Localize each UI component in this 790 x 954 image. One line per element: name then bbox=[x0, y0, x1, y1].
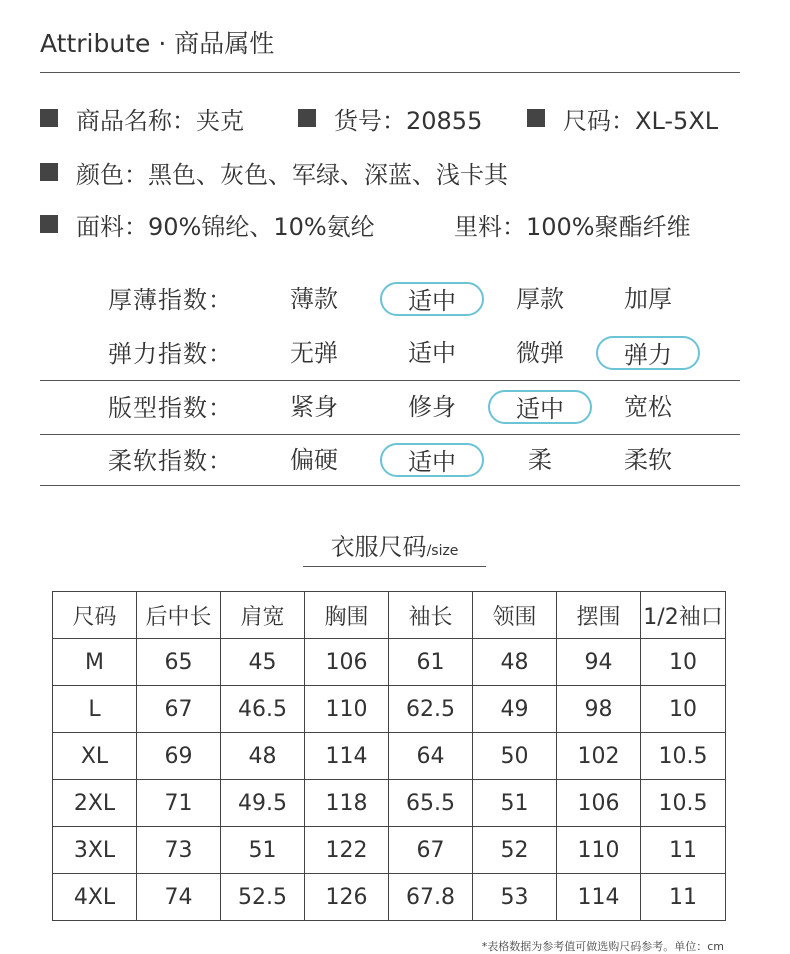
square-bullet-icon bbox=[40, 163, 58, 181]
table-cell: 110 bbox=[557, 827, 641, 874]
footnote: *表格数据为参考值可做选购尺码参考。单位：cm bbox=[481, 940, 724, 953]
square-bullet-icon bbox=[527, 109, 545, 127]
table-cell: 46.5 bbox=[221, 686, 305, 733]
index-option: 修身 bbox=[408, 393, 456, 421]
section-header bbox=[40, 24, 740, 73]
index-option-selected: 适中 bbox=[380, 443, 484, 477]
index-option: 无弹 bbox=[290, 339, 338, 367]
table-cell: 106 bbox=[305, 639, 389, 686]
table-cell: 51 bbox=[473, 780, 557, 827]
index-option: 微弹 bbox=[516, 339, 564, 367]
table-cell: 73 bbox=[137, 827, 221, 874]
table-cell: 74 bbox=[137, 874, 221, 921]
table-cell: 10.5 bbox=[641, 780, 726, 827]
table-cell: 61 bbox=[389, 639, 473, 686]
table-cell: 48 bbox=[221, 733, 305, 780]
index-label: 柔软指数： bbox=[108, 447, 233, 475]
table-cell: 50 bbox=[473, 733, 557, 780]
table-cell: 67 bbox=[137, 686, 221, 733]
header-cell: 后中长 bbox=[137, 592, 221, 639]
table-cell: 51 bbox=[221, 827, 305, 874]
table-row bbox=[53, 686, 726, 733]
table-cell: M bbox=[53, 639, 137, 686]
attribute-row-3 bbox=[40, 206, 691, 242]
attribute-row-1 bbox=[40, 100, 718, 136]
table-cell: 11 bbox=[641, 827, 726, 874]
index-option: 厚款 bbox=[516, 285, 564, 313]
square-bullet-icon bbox=[298, 109, 316, 127]
index-option: 柔软 bbox=[624, 446, 672, 474]
index-option-selected: 弹力 bbox=[596, 336, 700, 370]
table-cell: 3XL bbox=[53, 827, 137, 874]
table-cell: 52 bbox=[473, 827, 557, 874]
index-option: 偏硬 bbox=[290, 446, 338, 474]
header-cell: 摆围 bbox=[557, 592, 641, 639]
table-cell: L bbox=[53, 686, 137, 733]
attr-colors: 颜色：黑色、灰色、军绿、深蓝、浅卡其 bbox=[40, 155, 508, 190]
header-cell: 领围 bbox=[473, 592, 557, 639]
table-cell: XL bbox=[53, 733, 137, 780]
index-option-selected: 适中 bbox=[488, 390, 592, 424]
index-label: 弹力指数： bbox=[108, 340, 233, 368]
header-cell: 1/2袖口 bbox=[641, 592, 726, 639]
index-label: 版型指数： bbox=[108, 394, 233, 422]
table-cell: 67 bbox=[389, 827, 473, 874]
table-cell: 65 bbox=[137, 639, 221, 686]
table-cell: 49.5 bbox=[221, 780, 305, 827]
index-option: 柔 bbox=[528, 446, 552, 474]
size-chart-title: 衣服尺码/size bbox=[303, 528, 486, 567]
table-row bbox=[53, 733, 726, 780]
index-row-elasticity bbox=[40, 331, 740, 377]
square-bullet-icon bbox=[40, 109, 58, 127]
index-option: 宽松 bbox=[624, 393, 672, 421]
table-cell: 69 bbox=[137, 733, 221, 780]
index-option: 紧身 bbox=[290, 393, 338, 421]
header-cell: 尺码 bbox=[53, 592, 137, 639]
table-cell: 45 bbox=[221, 639, 305, 686]
table-cell: 118 bbox=[305, 780, 389, 827]
table-cell: 126 bbox=[305, 874, 389, 921]
table-header-row bbox=[53, 592, 726, 639]
size-table bbox=[52, 591, 726, 921]
table-row bbox=[53, 780, 726, 827]
square-bullet-icon bbox=[40, 215, 58, 233]
table-cell: 10 bbox=[641, 639, 726, 686]
table-cell: 67.8 bbox=[389, 874, 473, 921]
index-option: 薄款 bbox=[290, 285, 338, 313]
table-cell: 98 bbox=[557, 686, 641, 733]
section-title: Attribute · 商品属性 bbox=[40, 29, 275, 58]
table-cell: 2XL bbox=[53, 780, 137, 827]
attr-item-number: 货号：20855 bbox=[298, 101, 527, 136]
index-row-thickness bbox=[40, 277, 740, 323]
table-row bbox=[53, 874, 726, 921]
header-cell: 袖长 bbox=[389, 592, 473, 639]
attr-fabric: 面料：90%锦纶、10%氨纶 bbox=[40, 207, 454, 242]
table-cell: 53 bbox=[473, 874, 557, 921]
header-cell: 胸围 bbox=[305, 592, 389, 639]
index-option: 适中 bbox=[408, 339, 456, 367]
attr-size-range: 尺码：XL-5XL bbox=[527, 101, 718, 136]
table-row bbox=[53, 639, 726, 686]
index-row-fit bbox=[40, 385, 740, 431]
divider bbox=[40, 434, 740, 435]
divider bbox=[40, 380, 740, 381]
table-cell: 102 bbox=[557, 733, 641, 780]
table-cell: 52.5 bbox=[221, 874, 305, 921]
table-cell: 110 bbox=[305, 686, 389, 733]
table-cell: 64 bbox=[389, 733, 473, 780]
index-row-softness bbox=[40, 438, 740, 484]
table-cell: 10.5 bbox=[641, 733, 726, 780]
table-cell: 71 bbox=[137, 780, 221, 827]
table-cell: 122 bbox=[305, 827, 389, 874]
divider bbox=[40, 485, 740, 486]
table-cell: 11 bbox=[641, 874, 726, 921]
table-cell: 62.5 bbox=[389, 686, 473, 733]
table-cell: 106 bbox=[557, 780, 641, 827]
table-cell: 10 bbox=[641, 686, 726, 733]
table-cell: 114 bbox=[557, 874, 641, 921]
attr-lining: 里料：100%聚酯纤维 bbox=[454, 212, 691, 241]
attribute-row-2 bbox=[40, 154, 508, 190]
table-cell: 4XL bbox=[53, 874, 137, 921]
table-cell: 114 bbox=[305, 733, 389, 780]
index-label: 厚薄指数： bbox=[108, 286, 233, 314]
index-option: 加厚 bbox=[624, 285, 672, 313]
table-cell: 94 bbox=[557, 639, 641, 686]
table-row bbox=[53, 827, 726, 874]
table-cell: 49 bbox=[473, 686, 557, 733]
index-option-selected: 适中 bbox=[380, 282, 484, 316]
header-cell: 肩宽 bbox=[221, 592, 305, 639]
table-cell: 48 bbox=[473, 639, 557, 686]
attr-product-name: 商品名称：夹克 bbox=[40, 101, 298, 136]
table-cell: 65.5 bbox=[389, 780, 473, 827]
